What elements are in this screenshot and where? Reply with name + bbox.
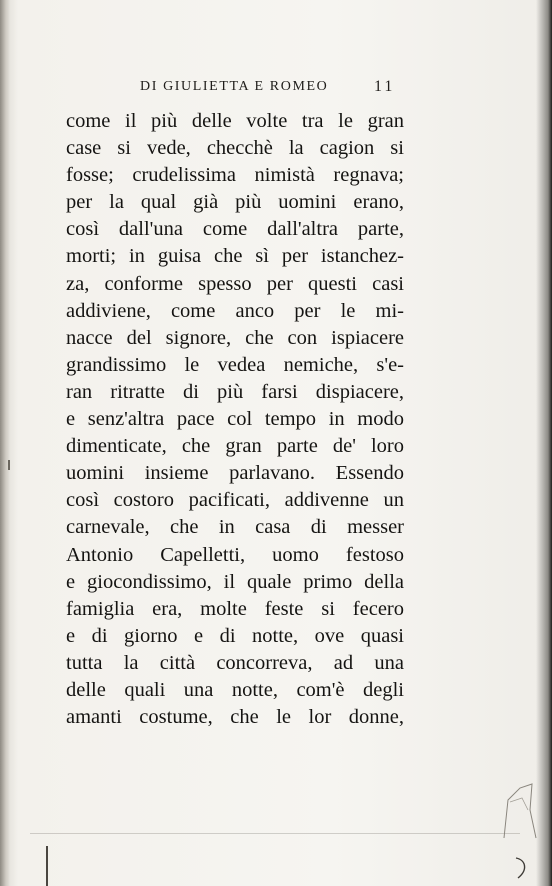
body-line: delle quali una notte, com'è degli [66, 678, 404, 701]
page-right-shadow [536, 0, 552, 886]
body-line: e giocondissimo, il quale primo della [66, 570, 404, 593]
body-line: e senz'altra pace col tempo in modo [66, 408, 404, 431]
body-line: Antonio Capelletti, uomo festoso [66, 543, 404, 566]
page-number: 11 [374, 78, 396, 95]
body-line: grandissimo le vedea nemiche, s'e- [66, 353, 404, 376]
body-line: case si vede, checchè la cagion si [66, 137, 404, 160]
body-line: amanti costume, che le lor donne, [66, 706, 404, 729]
body-line: tutta la città concorreva, ad una [66, 651, 404, 674]
page-edge-mark [512, 856, 532, 880]
body-line: uomini insieme parlavano. Essendo [66, 462, 404, 485]
body-line: come il più delle volte tra le gran [66, 110, 404, 132]
body-line: ran ritratte di più farsi dispiacere, [66, 380, 404, 403]
body-line: e di giorno e di notte, ove quasi [66, 624, 404, 647]
page-corner-curl [498, 780, 538, 840]
body-line: famiglia era, molte feste si fecero [66, 597, 404, 620]
running-head [0, 79, 552, 101]
body-line: per la qual già più uomini erano, [66, 191, 404, 214]
body-text [66, 108, 404, 731]
body-line: addiviene, come anco per le mi- [66, 299, 404, 322]
body-line: così costoro pacificati, addivenne un [66, 489, 404, 512]
running-head-title: DI GIULIETTA E ROMEO [140, 79, 329, 94]
body-line: morti; in guisa che sì per istanchez- [66, 245, 404, 268]
body-line: nacce del signore, che con ispiacere [66, 326, 404, 349]
page-bottom-crease [30, 833, 520, 834]
body-line: così dall'una come dall'altra parte, [66, 218, 404, 241]
page-gutter-edge [0, 0, 10, 886]
margin-speck [8, 460, 10, 470]
body-line: fosse; crudelissima nimistà regnava; [66, 164, 404, 187]
body-line: carnevale, che in casa di messer [66, 516, 404, 539]
body-line: za, conforme spesso per questi casi [66, 272, 404, 295]
scan-artifact-mark [46, 846, 48, 886]
body-line: dimenticate, che gran parte de' loro [66, 435, 404, 458]
